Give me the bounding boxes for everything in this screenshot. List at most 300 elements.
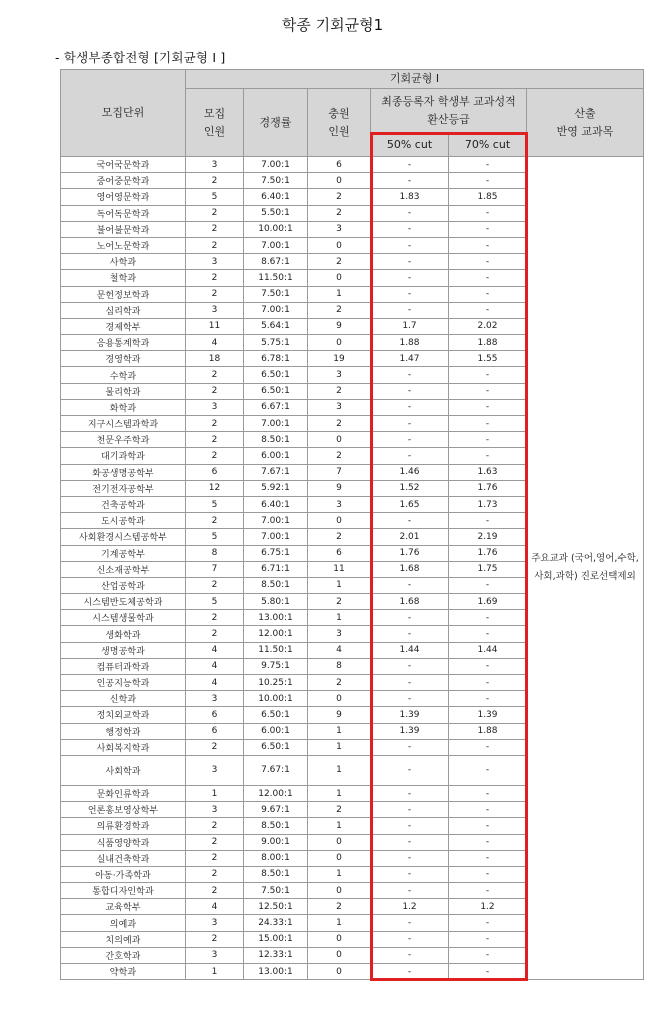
cell-additional: 1 <box>308 866 371 882</box>
cell-unit: 치의예과 <box>61 931 186 947</box>
cell-competition-rate: 11.50:1 <box>244 270 308 286</box>
cell-quota: 1 <box>186 785 244 801</box>
cell-cut-70: - <box>449 448 527 464</box>
cell-quota: 5 <box>186 594 244 610</box>
cell-additional: 0 <box>308 850 371 866</box>
cell-additional: 0 <box>308 947 371 963</box>
cell-competition-rate: 13.00:1 <box>244 610 308 626</box>
cell-cut-50: 1.2 <box>371 899 449 915</box>
cell-unit: 신소재공학부 <box>61 561 186 577</box>
cell-cut-70: 2.02 <box>449 318 527 334</box>
cell-quota: 3 <box>186 802 244 818</box>
cell-cut-50: - <box>371 286 449 302</box>
cell-quota: 3 <box>186 691 244 707</box>
cell-additional: 3 <box>308 399 371 415</box>
cell-cut-50: - <box>371 302 449 318</box>
cell-quota: 2 <box>186 818 244 834</box>
cell-quota: 2 <box>186 286 244 302</box>
cell-unit: 노어노문학과 <box>61 237 186 253</box>
cell-cut-70: 1.39 <box>449 707 527 723</box>
cell-competition-rate: 8.50:1 <box>244 818 308 834</box>
cell-cut-50: - <box>371 513 449 529</box>
cell-additional: 1 <box>308 577 371 593</box>
cell-additional: 11 <box>308 561 371 577</box>
cell-unit: 중어중문학과 <box>61 173 186 189</box>
cell-quota: 12 <box>186 480 244 496</box>
cell-cut-70: 1.76 <box>449 480 527 496</box>
cell-subjects-note: 주요교과 (국어,영어,수학, 사회,과학) 진로선택제외 <box>527 157 644 980</box>
cell-competition-rate: 8.50:1 <box>244 577 308 593</box>
cell-cut-70: - <box>449 157 527 173</box>
cell-competition-rate: 7.67:1 <box>244 464 308 480</box>
cell-quota: 3 <box>186 302 244 318</box>
cell-quota: 2 <box>186 173 244 189</box>
cell-cut-70: - <box>449 964 527 980</box>
cell-quota: 2 <box>186 883 244 899</box>
cell-competition-rate: 11.50:1 <box>244 642 308 658</box>
cell-cut-50: - <box>371 755 449 785</box>
cell-unit: 영어영문학과 <box>61 189 186 205</box>
cell-quota: 2 <box>186 610 244 626</box>
cell-quota: 2 <box>186 416 244 432</box>
cell-quota: 2 <box>186 931 244 947</box>
cell-cut-70: - <box>449 577 527 593</box>
cell-competition-rate: 13.00:1 <box>244 964 308 980</box>
cell-cut-70: - <box>449 739 527 755</box>
cell-cut-70: - <box>449 818 527 834</box>
cell-competition-rate: 7.00:1 <box>244 529 308 545</box>
cell-quota: 4 <box>186 899 244 915</box>
cell-cut-50: - <box>371 448 449 464</box>
cell-quota: 2 <box>186 739 244 755</box>
cell-additional: 2 <box>308 594 371 610</box>
header-unit: 모집단위 <box>61 70 186 157</box>
cell-quota: 2 <box>186 577 244 593</box>
cell-cut-70: - <box>449 399 527 415</box>
cell-competition-rate: 7.00:1 <box>244 416 308 432</box>
cell-cut-70: - <box>449 367 527 383</box>
cell-additional: 2 <box>308 302 371 318</box>
cell-additional: 3 <box>308 496 371 512</box>
cell-cut-50: - <box>371 850 449 866</box>
cell-cut-50: - <box>371 626 449 642</box>
cell-unit: 건축공학과 <box>61 496 186 512</box>
table-header <box>61 70 644 157</box>
header-additional: 충원 인원 <box>308 89 371 157</box>
cell-additional: 4 <box>308 642 371 658</box>
cell-additional: 19 <box>308 351 371 367</box>
cell-competition-rate: 6.71:1 <box>244 561 308 577</box>
cell-competition-rate: 6.75:1 <box>244 545 308 561</box>
cell-competition-rate: 8.50:1 <box>244 432 308 448</box>
cell-cut-50: - <box>371 834 449 850</box>
cell-cut-50: - <box>371 658 449 674</box>
cell-quota: 7 <box>186 561 244 577</box>
header-group: 기회균형 I <box>186 70 644 89</box>
cell-quota: 2 <box>186 626 244 642</box>
header-cut-50: 50% cut <box>371 133 449 157</box>
cell-quota: 5 <box>186 496 244 512</box>
cell-unit: 신학과 <box>61 691 186 707</box>
cell-cut-50: - <box>371 416 449 432</box>
cell-cut-50: - <box>371 237 449 253</box>
cell-additional: 0 <box>308 883 371 899</box>
cell-additional: 2 <box>308 529 371 545</box>
cell-unit: 도시공학과 <box>61 513 186 529</box>
cell-cut-50: 1.7 <box>371 318 449 334</box>
cell-competition-rate: 7.50:1 <box>244 883 308 899</box>
section-title: - 학생부종합전형 [기회균형 I ] <box>55 50 226 65</box>
cell-cut-70: - <box>449 785 527 801</box>
cell-quota: 8 <box>186 545 244 561</box>
cell-competition-rate: 12.33:1 <box>244 947 308 963</box>
cell-additional: 1 <box>308 723 371 739</box>
cell-quota: 3 <box>186 157 244 173</box>
cell-unit: 시스템반도체공학과 <box>61 594 186 610</box>
cell-cut-70: 2.19 <box>449 529 527 545</box>
cell-additional: 2 <box>308 254 371 270</box>
cell-cut-50: 1.46 <box>371 464 449 480</box>
cell-competition-rate: 8.67:1 <box>244 254 308 270</box>
cell-cut-70: 1.69 <box>449 594 527 610</box>
cell-additional: 1 <box>308 818 371 834</box>
cell-cut-50: 1.76 <box>371 545 449 561</box>
cell-cut-50: - <box>371 610 449 626</box>
cell-unit: 사회복지학과 <box>61 739 186 755</box>
cell-cut-50: 1.47 <box>371 351 449 367</box>
cell-cut-50: - <box>371 964 449 980</box>
cell-additional: 1 <box>308 286 371 302</box>
cell-unit: 통합디자인학과 <box>61 883 186 899</box>
cell-competition-rate: 5.75:1 <box>244 335 308 351</box>
cell-unit: 언론홍보영상학부 <box>61 802 186 818</box>
cell-quota: 5 <box>186 529 244 545</box>
cell-unit: 아동·가족학과 <box>61 866 186 882</box>
cell-quota: 2 <box>186 866 244 882</box>
cell-competition-rate: 5.80:1 <box>244 594 308 610</box>
cell-unit: 식품영양학과 <box>61 834 186 850</box>
cell-cut-50: - <box>371 577 449 593</box>
cell-unit: 응용통계학과 <box>61 335 186 351</box>
cell-competition-rate: 9.75:1 <box>244 658 308 674</box>
cell-quota: 2 <box>186 834 244 850</box>
cell-cut-50: - <box>371 221 449 237</box>
cell-cut-50: - <box>371 802 449 818</box>
cell-quota: 2 <box>186 513 244 529</box>
cell-competition-rate: 9.67:1 <box>244 802 308 818</box>
cell-additional: 2 <box>308 675 371 691</box>
cell-quota: 5 <box>186 189 244 205</box>
admission-table-container <box>60 69 643 980</box>
cell-competition-rate: 6.50:1 <box>244 707 308 723</box>
cell-cut-70: - <box>449 883 527 899</box>
cell-quota: 6 <box>186 723 244 739</box>
cell-competition-rate: 12.00:1 <box>244 785 308 801</box>
table-row <box>61 157 644 173</box>
cell-cut-70: - <box>449 931 527 947</box>
cell-quota: 6 <box>186 464 244 480</box>
cell-cut-50: 1.83 <box>371 189 449 205</box>
cell-quota: 2 <box>186 367 244 383</box>
cell-additional: 0 <box>308 834 371 850</box>
cell-unit: 화공생명공학부 <box>61 464 186 480</box>
cell-additional: 2 <box>308 899 371 915</box>
cell-cut-70: 1.75 <box>449 561 527 577</box>
cell-unit: 불어불문학과 <box>61 221 186 237</box>
cell-additional: 8 <box>308 658 371 674</box>
cell-additional: 2 <box>308 205 371 221</box>
cell-competition-rate: 10.00:1 <box>244 221 308 237</box>
cell-additional: 9 <box>308 480 371 496</box>
cell-cut-70: - <box>449 755 527 785</box>
cell-additional: 0 <box>308 691 371 707</box>
cell-cut-70: 1.88 <box>449 335 527 351</box>
cell-additional: 0 <box>308 173 371 189</box>
cell-cut-50: - <box>371 947 449 963</box>
cell-competition-rate: 5.64:1 <box>244 318 308 334</box>
cell-cut-70: 1.44 <box>449 642 527 658</box>
page-title: 학종 기회균형1 <box>281 16 384 34</box>
cell-unit: 간호학과 <box>61 947 186 963</box>
cell-competition-rate: 7.50:1 <box>244 173 308 189</box>
cell-unit: 컴퓨터과학과 <box>61 658 186 674</box>
cell-competition-rate: 6.40:1 <box>244 189 308 205</box>
cell-quota: 4 <box>186 675 244 691</box>
cell-cut-50: - <box>371 383 449 399</box>
cell-cut-70: - <box>449 416 527 432</box>
cell-cut-70: - <box>449 286 527 302</box>
cell-competition-rate: 12.50:1 <box>244 899 308 915</box>
cell-cut-70: - <box>449 302 527 318</box>
cell-unit: 지구시스템과학과 <box>61 416 186 432</box>
cell-unit: 의예과 <box>61 915 186 931</box>
cell-additional: 1 <box>308 610 371 626</box>
cell-cut-70: 1.73 <box>449 496 527 512</box>
cell-additional: 2 <box>308 189 371 205</box>
cell-unit: 산업공학과 <box>61 577 186 593</box>
cell-cut-70: - <box>449 834 527 850</box>
header-quota: 모집 인원 <box>186 89 244 157</box>
cell-cut-50: - <box>371 367 449 383</box>
cell-unit: 실내건축학과 <box>61 850 186 866</box>
cell-additional: 3 <box>308 221 371 237</box>
cell-cut-70: 1.88 <box>449 723 527 739</box>
cell-cut-50: - <box>371 785 449 801</box>
cell-competition-rate: 6.40:1 <box>244 496 308 512</box>
cell-competition-rate: 6.00:1 <box>244 448 308 464</box>
cell-unit: 국어국문학과 <box>61 157 186 173</box>
cell-cut-70: - <box>449 675 527 691</box>
cell-cut-70: - <box>449 383 527 399</box>
cell-cut-50: - <box>371 399 449 415</box>
cell-competition-rate: 6.50:1 <box>244 367 308 383</box>
cell-cut-70: - <box>449 658 527 674</box>
cell-quota: 3 <box>186 947 244 963</box>
cell-competition-rate: 7.50:1 <box>244 286 308 302</box>
cell-cut-50: 1.88 <box>371 335 449 351</box>
cell-additional: 2 <box>308 383 371 399</box>
cell-competition-rate: 6.00:1 <box>244 723 308 739</box>
cell-additional: 9 <box>308 318 371 334</box>
cell-quota: 1 <box>186 964 244 980</box>
cell-cut-50: - <box>371 205 449 221</box>
cell-quota: 6 <box>186 707 244 723</box>
cell-cut-50: - <box>371 739 449 755</box>
cell-additional: 3 <box>308 626 371 642</box>
cell-quota: 11 <box>186 318 244 334</box>
cell-unit: 문헌정보학과 <box>61 286 186 302</box>
cell-cut-70: - <box>449 947 527 963</box>
cell-additional: 1 <box>308 755 371 785</box>
cell-competition-rate: 6.78:1 <box>244 351 308 367</box>
cell-competition-rate: 7.67:1 <box>244 755 308 785</box>
cell-competition-rate: 8.50:1 <box>244 866 308 882</box>
cell-cut-70: - <box>449 254 527 270</box>
cell-additional: 6 <box>308 545 371 561</box>
cell-quota: 3 <box>186 915 244 931</box>
cell-cut-70: - <box>449 270 527 286</box>
cell-unit: 의류환경학과 <box>61 818 186 834</box>
cell-unit: 행정학과 <box>61 723 186 739</box>
cell-unit: 사회환경시스템공학부 <box>61 529 186 545</box>
cell-competition-rate: 5.50:1 <box>244 205 308 221</box>
cell-cut-50: - <box>371 883 449 899</box>
cell-cut-50: 1.44 <box>371 642 449 658</box>
cell-cut-70: - <box>449 866 527 882</box>
cell-cut-50: - <box>371 270 449 286</box>
cell-cut-50: - <box>371 915 449 931</box>
cell-unit: 경영학과 <box>61 351 186 367</box>
cell-cut-50: - <box>371 818 449 834</box>
cell-competition-rate: 7.00:1 <box>244 237 308 253</box>
cell-quota: 4 <box>186 335 244 351</box>
cell-cut-50: 1.39 <box>371 723 449 739</box>
header-subjects: 산출 반영 교과목 <box>527 89 644 157</box>
cell-quota: 2 <box>186 221 244 237</box>
cell-cut-70: - <box>449 610 527 626</box>
cell-additional: 0 <box>308 964 371 980</box>
cell-cut-50: - <box>371 691 449 707</box>
cell-competition-rate: 12.00:1 <box>244 626 308 642</box>
cell-cut-50: - <box>371 254 449 270</box>
cell-quota: 3 <box>186 755 244 785</box>
cell-additional: 2 <box>308 802 371 818</box>
cell-quota: 3 <box>186 254 244 270</box>
cell-cut-50: - <box>371 931 449 947</box>
cell-competition-rate: 6.50:1 <box>244 739 308 755</box>
cell-unit: 문화인류학과 <box>61 785 186 801</box>
cell-cut-70: - <box>449 513 527 529</box>
cell-additional: 9 <box>308 707 371 723</box>
cell-quota: 4 <box>186 658 244 674</box>
cell-competition-rate: 9.00:1 <box>244 834 308 850</box>
cell-unit: 철학과 <box>61 270 186 286</box>
cell-additional: 0 <box>308 335 371 351</box>
cell-cut-70: - <box>449 221 527 237</box>
cell-additional: 3 <box>308 367 371 383</box>
cell-competition-rate: 7.00:1 <box>244 513 308 529</box>
cell-competition-rate: 7.00:1 <box>244 302 308 318</box>
cell-cut-70: - <box>449 850 527 866</box>
cell-cut-70: 1.85 <box>449 189 527 205</box>
cell-unit: 천문우주학과 <box>61 432 186 448</box>
cell-unit: 독어독문학과 <box>61 205 186 221</box>
cell-cut-70: - <box>449 691 527 707</box>
cell-quota: 2 <box>186 850 244 866</box>
cell-quota: 2 <box>186 205 244 221</box>
cell-quota: 2 <box>186 270 244 286</box>
cell-additional: 0 <box>308 513 371 529</box>
cell-unit: 사학과 <box>61 254 186 270</box>
cell-additional: 2 <box>308 448 371 464</box>
cell-competition-rate: 7.00:1 <box>244 157 308 173</box>
cell-competition-rate: 6.67:1 <box>244 399 308 415</box>
cell-additional: 0 <box>308 432 371 448</box>
cell-competition-rate: 6.50:1 <box>244 383 308 399</box>
cell-unit: 기계공학부 <box>61 545 186 561</box>
cell-unit: 화학과 <box>61 399 186 415</box>
header-cut-70: 70% cut <box>449 133 527 157</box>
cell-cut-70: - <box>449 626 527 642</box>
cell-cut-50: 1.65 <box>371 496 449 512</box>
cell-unit: 약학과 <box>61 964 186 980</box>
cell-unit: 수학과 <box>61 367 186 383</box>
cell-additional: 0 <box>308 270 371 286</box>
cell-additional: 6 <box>308 157 371 173</box>
cell-additional: 1 <box>308 915 371 931</box>
cell-cut-50: 1.52 <box>371 480 449 496</box>
cell-quota: 2 <box>186 237 244 253</box>
cell-quota: 2 <box>186 448 244 464</box>
cell-cut-50: - <box>371 432 449 448</box>
cell-cut-70: - <box>449 802 527 818</box>
cell-unit: 교육학부 <box>61 899 186 915</box>
cell-additional: 2 <box>308 416 371 432</box>
cell-cut-50: - <box>371 675 449 691</box>
cell-unit: 대기과학과 <box>61 448 186 464</box>
cell-competition-rate: 24.33:1 <box>244 915 308 931</box>
cell-cut-50: 1.39 <box>371 707 449 723</box>
cell-additional: 7 <box>308 464 371 480</box>
cell-additional: 0 <box>308 931 371 947</box>
cell-unit: 심리학과 <box>61 302 186 318</box>
cell-unit: 생화학과 <box>61 626 186 642</box>
cell-cut-70: 1.2 <box>449 899 527 915</box>
cell-cut-70: - <box>449 237 527 253</box>
cell-cut-70: 1.76 <box>449 545 527 561</box>
cell-cut-50: - <box>371 866 449 882</box>
cell-unit: 생명공학과 <box>61 642 186 658</box>
cell-cut-70: 1.63 <box>449 464 527 480</box>
cell-competition-rate: 10.00:1 <box>244 691 308 707</box>
cell-competition-rate: 15.00:1 <box>244 931 308 947</box>
cell-cut-70: - <box>449 173 527 189</box>
cell-cut-70: - <box>449 915 527 931</box>
cell-additional: 1 <box>308 739 371 755</box>
cell-quota: 2 <box>186 383 244 399</box>
header-competition: 경쟁률 <box>244 89 308 157</box>
table-body <box>61 157 644 980</box>
cell-cut-50: - <box>371 157 449 173</box>
cell-cut-70: - <box>449 205 527 221</box>
cell-additional: 1 <box>308 785 371 801</box>
cell-unit: 사회학과 <box>61 755 186 785</box>
cell-quota: 2 <box>186 432 244 448</box>
cell-cut-50: - <box>371 173 449 189</box>
header-grade-group: 최종등록자 학생부 교과성적 환산등급 <box>371 89 527 133</box>
cell-quota: 4 <box>186 642 244 658</box>
cell-unit: 시스템생물학과 <box>61 610 186 626</box>
